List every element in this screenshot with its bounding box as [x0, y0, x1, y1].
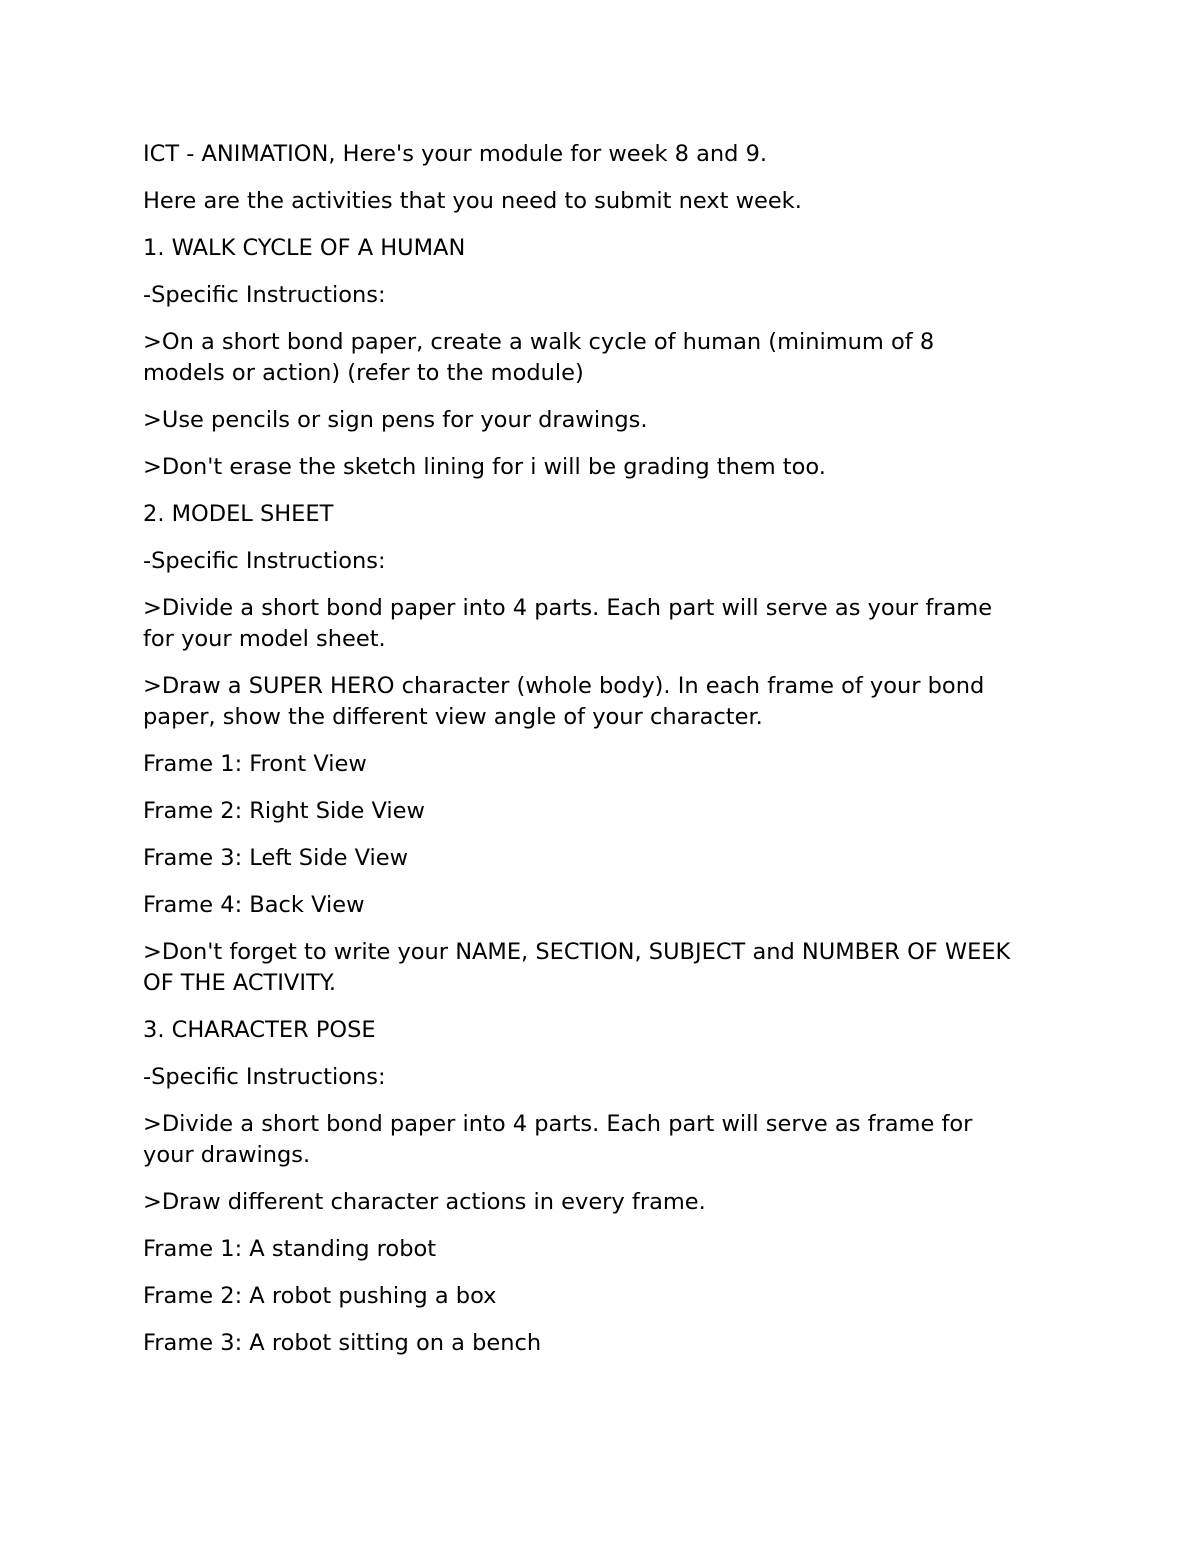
text-line: >Divide a short bond paper into 4 parts. Each part will serve as your frame: [143, 595, 993, 621]
activity-2-title: [143, 499, 1063, 530]
document-body: [143, 139, 1063, 1375]
text-line: Frame 2: A robot pushing a box: [143, 1283, 497, 1309]
text-line: paper, show the different view angle of your character.: [143, 704, 763, 730]
text-line: >Divide a short bond paper into 4 parts. Each part will serve as frame for: [143, 1111, 973, 1137]
text-line: Frame 4: Back View: [143, 892, 365, 918]
activity-2-instruction: [143, 593, 1063, 655]
frame-item: [143, 890, 1063, 921]
text-line: Frame 1: Front View: [143, 751, 367, 777]
text-line: 3. CHARACTER POSE: [143, 1017, 376, 1043]
activity-2-instruction: [143, 671, 1063, 733]
text-line: -Specific Instructions:: [143, 282, 386, 308]
text-line: -Specific Instructions:: [143, 548, 386, 574]
text-line: models or action) (refer to the module): [143, 360, 584, 386]
frame-item: [143, 843, 1063, 874]
text-line: >Don't forget to write your NAME, SECTION, SUBJECT and NUMBER OF WEEK: [143, 939, 1011, 965]
text-line: Frame 3: Left Side View: [143, 845, 408, 871]
activity-3-instructions-label: [143, 1062, 1063, 1093]
text-line: Frame 2: Right Side View: [143, 798, 425, 824]
text-line: >Draw a SUPER HERO character (whole body). In each frame of your bond: [143, 673, 985, 699]
activity-3-title: [143, 1015, 1063, 1046]
text-line: >Draw different character actions in every frame.: [143, 1189, 706, 1215]
activity-2-instructions-label: [143, 546, 1063, 577]
activity-3-instruction: [143, 1187, 1063, 1218]
text-line: >Use pencils or sign pens for your drawings.: [143, 407, 648, 433]
text-line: your drawings.: [143, 1142, 311, 1168]
frame-item: [143, 1281, 1063, 1312]
intro-text: [143, 186, 1063, 217]
text-line: -Specific Instructions:: [143, 1064, 386, 1090]
activity-3-instruction: [143, 1109, 1063, 1171]
text-line: >Don't erase the sketch lining for i will be grading them too.: [143, 454, 826, 480]
activity-1-instructions-label: [143, 280, 1063, 311]
text-line: Here are the activities that you need to submit next week.: [143, 188, 802, 214]
intro-heading: [143, 139, 1063, 170]
text-line: Frame 3: A robot sitting on a bench: [143, 1330, 542, 1356]
activity-1-instruction: [143, 327, 1063, 389]
activity-1-instruction: [143, 405, 1063, 436]
activity-2-instruction: [143, 937, 1063, 999]
text-line: >On a short bond paper, create a walk cycle of human (minimum of 8: [143, 329, 935, 355]
activity-1-title: [143, 233, 1063, 264]
text-line: 2. MODEL SHEET: [143, 501, 334, 527]
text-line: Frame 1: A standing robot: [143, 1236, 437, 1262]
frame-item: [143, 749, 1063, 780]
frame-item: [143, 1234, 1063, 1265]
frame-item: [143, 1328, 1063, 1359]
text-line: 1. WALK CYCLE OF A HUMAN: [143, 235, 466, 261]
activity-1-instruction: [143, 452, 1063, 483]
text-line: OF THE ACTIVITY.: [143, 970, 337, 996]
frame-item: [143, 796, 1063, 827]
text-line: ICT - ANIMATION, Here's your module for week 8 and 9.: [143, 141, 768, 167]
text-line: for your model sheet.: [143, 626, 386, 652]
